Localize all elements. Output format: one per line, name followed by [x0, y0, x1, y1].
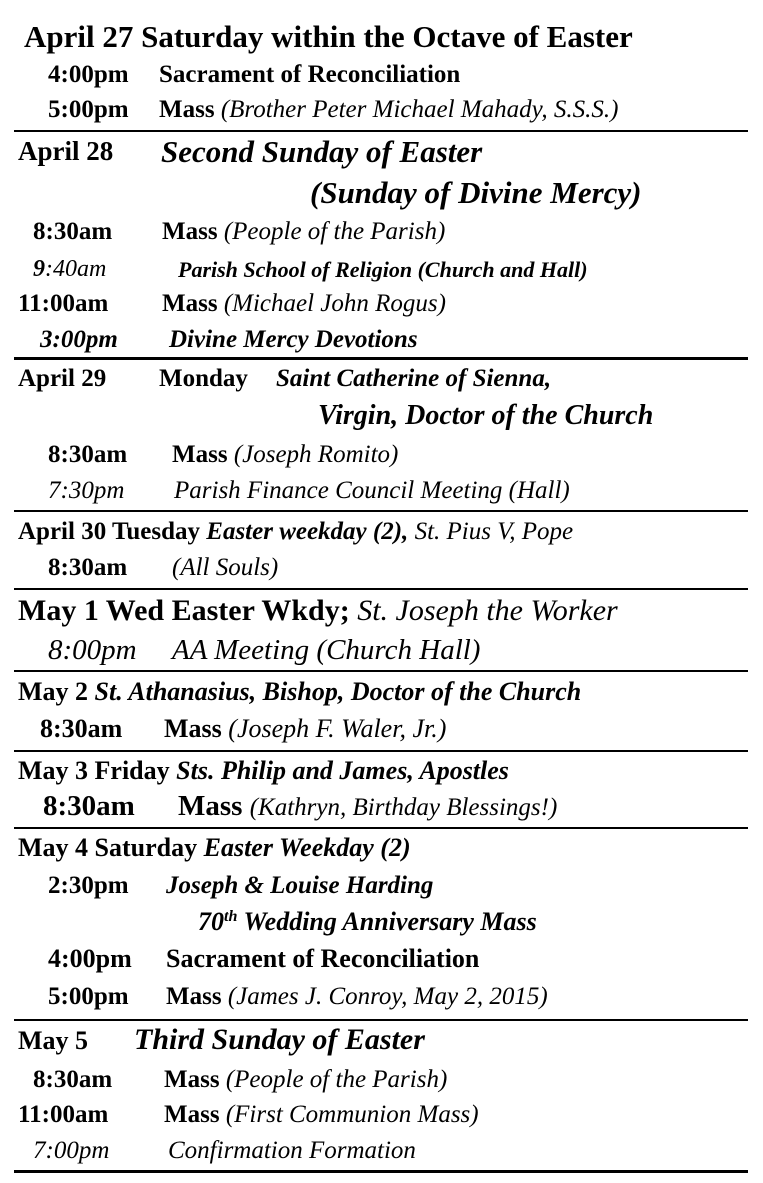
- april-27-mass-intention: (Brother Peter Michael Mahady, S.S.S.): [220, 96, 619, 123]
- april-28-time-1: 8:30am: [33, 218, 113, 245]
- may-2-mass-intention: (Joseph F. Waler, Jr.): [228, 714, 447, 743]
- may-4-anniversary-suffix: th: [224, 908, 238, 926]
- april-28-event-3: [162, 291, 446, 316]
- divider: [14, 1019, 748, 1021]
- april-28-event-4: Divine Mercy Devotions: [169, 326, 418, 353]
- april-27-mass-label: Mass: [159, 96, 215, 123]
- april-29-mass-label: Mass: [172, 441, 228, 468]
- may-2-time-1: 8:30am: [40, 714, 123, 743]
- april-30-feast: Easter weekday (2),: [206, 518, 409, 545]
- divider: [14, 827, 748, 829]
- may-2-event-1: [164, 716, 446, 742]
- april-28-time-4: 3:00pm: [40, 326, 118, 353]
- may-4-event-1: Joseph & Louise Harding: [166, 872, 434, 899]
- april-29-mass-intention: (Joseph Romito): [233, 441, 399, 468]
- may-3-mass-label: Mass: [178, 790, 243, 822]
- april-27-event-2: [159, 97, 618, 122]
- april-28-time-2-hour: 9: [33, 256, 45, 282]
- april-28-mass-intention-2: (Michael John Rogus): [223, 290, 446, 317]
- may-3-mass-intention: (Kathryn, Birthday Blessings!): [249, 794, 558, 821]
- may-4-time-1: 2:30pm: [48, 872, 129, 899]
- april-28-feast-subtitle: (Sunday of Divine Mercy): [310, 175, 642, 210]
- may-1-event-1: AA Meeting (Church Hall): [172, 634, 481, 666]
- april-29-day: Monday: [159, 365, 248, 392]
- may-1-date-day: May 1 Wed Easter Wkdy;: [18, 594, 350, 627]
- may-2-date: May 2: [18, 677, 89, 706]
- may-4-date-day: May 4 Saturday: [18, 833, 198, 862]
- april-28-feast: Second Sunday of Easter: [161, 134, 483, 169]
- may-2-heading: [18, 679, 581, 705]
- april-28-event-1: [162, 219, 445, 244]
- may-4-anniversary-number: 70: [198, 907, 224, 936]
- april-28-time-2: [33, 257, 106, 281]
- may-5-date: May 5: [18, 1026, 89, 1055]
- may-5-event-2: [164, 1102, 479, 1127]
- may-4-event-1-detail: [198, 909, 537, 935]
- may-4-time-3: 5:00pm: [48, 983, 129, 1010]
- april-28-date: April 28: [18, 136, 114, 166]
- may-3-event-1: [178, 792, 557, 821]
- may-5-feast: Third Sunday of Easter: [134, 1023, 425, 1056]
- divider: [14, 510, 748, 512]
- april-30-intention: (All Souls): [172, 554, 279, 581]
- april-28-mass-label-2: Mass: [162, 290, 218, 317]
- may-3-time-1: 8:30am: [43, 790, 135, 822]
- may-1-heading: [18, 596, 618, 626]
- april-29-feast: Saint Catherine of Sienna,: [276, 365, 552, 392]
- april-28-event-2: Parish School of Religion (Church and Hall): [178, 257, 588, 282]
- may-5-mass-intention: (People of the Parish): [225, 1066, 448, 1093]
- may-4-event-3: [166, 984, 548, 1009]
- may-5-mass-label-2: Mass: [164, 1101, 220, 1128]
- april-27-time-1: 4:00pm: [48, 61, 129, 88]
- april-27-time-2: 5:00pm: [48, 96, 129, 123]
- april-30-date-day: April 30 Tuesday: [18, 518, 201, 545]
- april-28-time-3: 11:00am: [18, 290, 109, 317]
- may-2-feast: St. Athanasius, Bishop, Doctor of the Church: [94, 677, 582, 706]
- april-30-time-1: 8:30am: [48, 554, 128, 581]
- april-29-date: April 29: [18, 365, 107, 392]
- april-27-heading: April 27 Saturday within the Octave of Easter: [24, 19, 633, 54]
- april-28-time-2-minutes: :40am: [45, 256, 107, 282]
- may-4-heading: [18, 835, 411, 861]
- may-3-feast: Sts. Philip and James, Apostles: [176, 756, 509, 785]
- may-1-time-1: 8:00pm: [48, 634, 137, 666]
- may-5-event-3: Confirmation Formation: [168, 1137, 416, 1164]
- may-4-feast: Easter Weekday (2): [203, 833, 411, 862]
- may-4-mass-label: Mass: [166, 983, 222, 1010]
- divider: [14, 130, 748, 132]
- may-5-mass-label: Mass: [164, 1066, 220, 1093]
- april-29-time-1: 8:30am: [48, 441, 128, 468]
- may-5-mass-intention-2: (First Communion Mass): [225, 1101, 479, 1128]
- may-5-time-3: 7:00pm: [33, 1137, 110, 1164]
- april-30-heading: [18, 519, 573, 544]
- may-5-time-2: 11:00am: [18, 1101, 109, 1128]
- april-29-time-2: 7:30pm: [48, 477, 125, 504]
- divider: [14, 357, 748, 360]
- may-3-date-day: May 3 Friday: [18, 756, 170, 785]
- april-29-event-1: [172, 442, 398, 467]
- may-4-event-2: Sacrament of Reconciliation: [166, 944, 480, 973]
- may-3-heading: [18, 758, 509, 784]
- divider: [14, 670, 748, 672]
- april-28-mass-label: Mass: [162, 218, 218, 245]
- may-1-saint: St. Joseph the Worker: [357, 594, 618, 627]
- april-28-mass-intention: (People of the Parish): [223, 218, 446, 245]
- divider: [14, 750, 748, 752]
- april-29-feast-subtitle: Virgin, Doctor of the Church: [318, 400, 654, 431]
- april-29-event-2: Parish Finance Council Meeting (Hall): [174, 477, 570, 504]
- may-5-time-1: 8:30am: [33, 1066, 113, 1093]
- may-5-event-1: [164, 1067, 447, 1092]
- may-2-mass-label: Mass: [164, 714, 222, 743]
- may-4-mass-intention: (James J. Conroy, May 2, 2015): [227, 983, 548, 1010]
- april-30-saint: St. Pius V, Pope: [414, 518, 574, 545]
- may-4-time-2: 4:00pm: [48, 944, 132, 973]
- divider: [14, 1170, 748, 1173]
- april-27-event-1: Sacrament of Reconciliation: [159, 61, 461, 88]
- may-4-anniversary-text: Wedding Anniversary Mass: [237, 907, 537, 936]
- divider: [14, 588, 748, 590]
